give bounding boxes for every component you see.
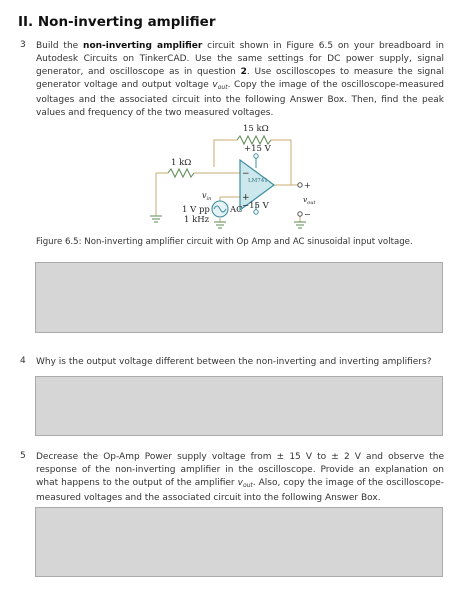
vout-minus-label: −: [304, 210, 311, 219]
question-5-text: [36, 451, 444, 505]
source-frequency-label: 1 kHz: [184, 215, 210, 225]
q3-part-1: Build the: [36, 41, 84, 51]
vout-label: $v_{out}$: [303, 195, 316, 206]
question-3-number: 3: [20, 40, 26, 50]
vout-plus-terminal: [298, 183, 302, 187]
q3-part-2: circuit shown in Figure 6.5 on your breadboard in Autodesk Circuits on TinkerCAD. Use the same settings for DC power supply, signal generator, and oscilloscope as in question: [36, 41, 445, 77]
question-4-number: 4: [20, 356, 26, 366]
ground-icon: [294, 222, 306, 228]
feedback-resistor-label: 15 kΩ: [243, 124, 269, 134]
q3-vout-symbol: v: [212, 80, 218, 90]
answer-box-3[interactable]: [35, 262, 443, 333]
answer-box-4[interactable]: [35, 376, 443, 436]
source-type-label: AC: [230, 205, 243, 215]
vneg-label: −15 V: [242, 201, 269, 211]
input-resistor: [168, 169, 194, 177]
q5-part-2: . Also, copy the image of the oscilloscope-measured voltages and the associated circuit into the following Answer Box.: [36, 478, 444, 503]
answer-box-5[interactable]: [35, 507, 443, 577]
q3-question-ref: 2: [240, 67, 247, 77]
feedback-resistor: [237, 136, 271, 144]
q3-part-3: . Use oscilloscopes to measure the signal generator voltage and output voltage: [36, 67, 444, 90]
vpos-terminal: [254, 154, 258, 158]
opamp-minus-label: −: [242, 169, 250, 179]
ground-icon: [150, 216, 162, 222]
q5-vout-subscript: out: [242, 482, 253, 489]
q5-part-1: Decrease the Op-Amp Power supply voltage from ± 15 V to ± 2 V and observe the response of the non-inverting amplifier in the oscilloscope. Provide an explanation on what happens to the output of the amplifier: [36, 452, 444, 488]
vout-plus-label: +: [304, 181, 311, 190]
input-resistor-label: 1 kΩ: [171, 158, 192, 168]
question-3-text: [36, 40, 444, 120]
question-5-number: 5: [20, 451, 26, 461]
q3-bold-term: non-inverting amplifier: [83, 41, 203, 51]
vout-minus-terminal: [298, 212, 302, 216]
q3-part-4: . Copy the image of the oscilloscope-measured voltages and the associated circuit into the following Answer Box. Then, find the peak values and frequency of the two measured voltages.: [36, 80, 444, 118]
ground-icon: [214, 222, 226, 228]
circuit-diagram: [140, 118, 340, 234]
opamp-plus-label: +: [242, 193, 250, 203]
vpos-label: +15 V: [244, 144, 271, 154]
opamp-label: LM741: [248, 178, 268, 184]
vin-label: $v_{in}$: [202, 191, 212, 202]
source-amplitude-label: 1 V pp: [182, 205, 210, 215]
q5-vout-symbol: v: [237, 478, 243, 488]
figure-caption: Figure 6.5: Non-inverting amplifier circuit with Op Amp and AC sinusoidal input voltage.: [36, 237, 413, 247]
question-4-text: Why is the output voltage different between the non-inverting and inverting amplifiers?: [36, 357, 432, 367]
section-title: II. Non-inverting amplifier: [18, 14, 216, 30]
q3-vout-subscript: out: [217, 84, 228, 91]
